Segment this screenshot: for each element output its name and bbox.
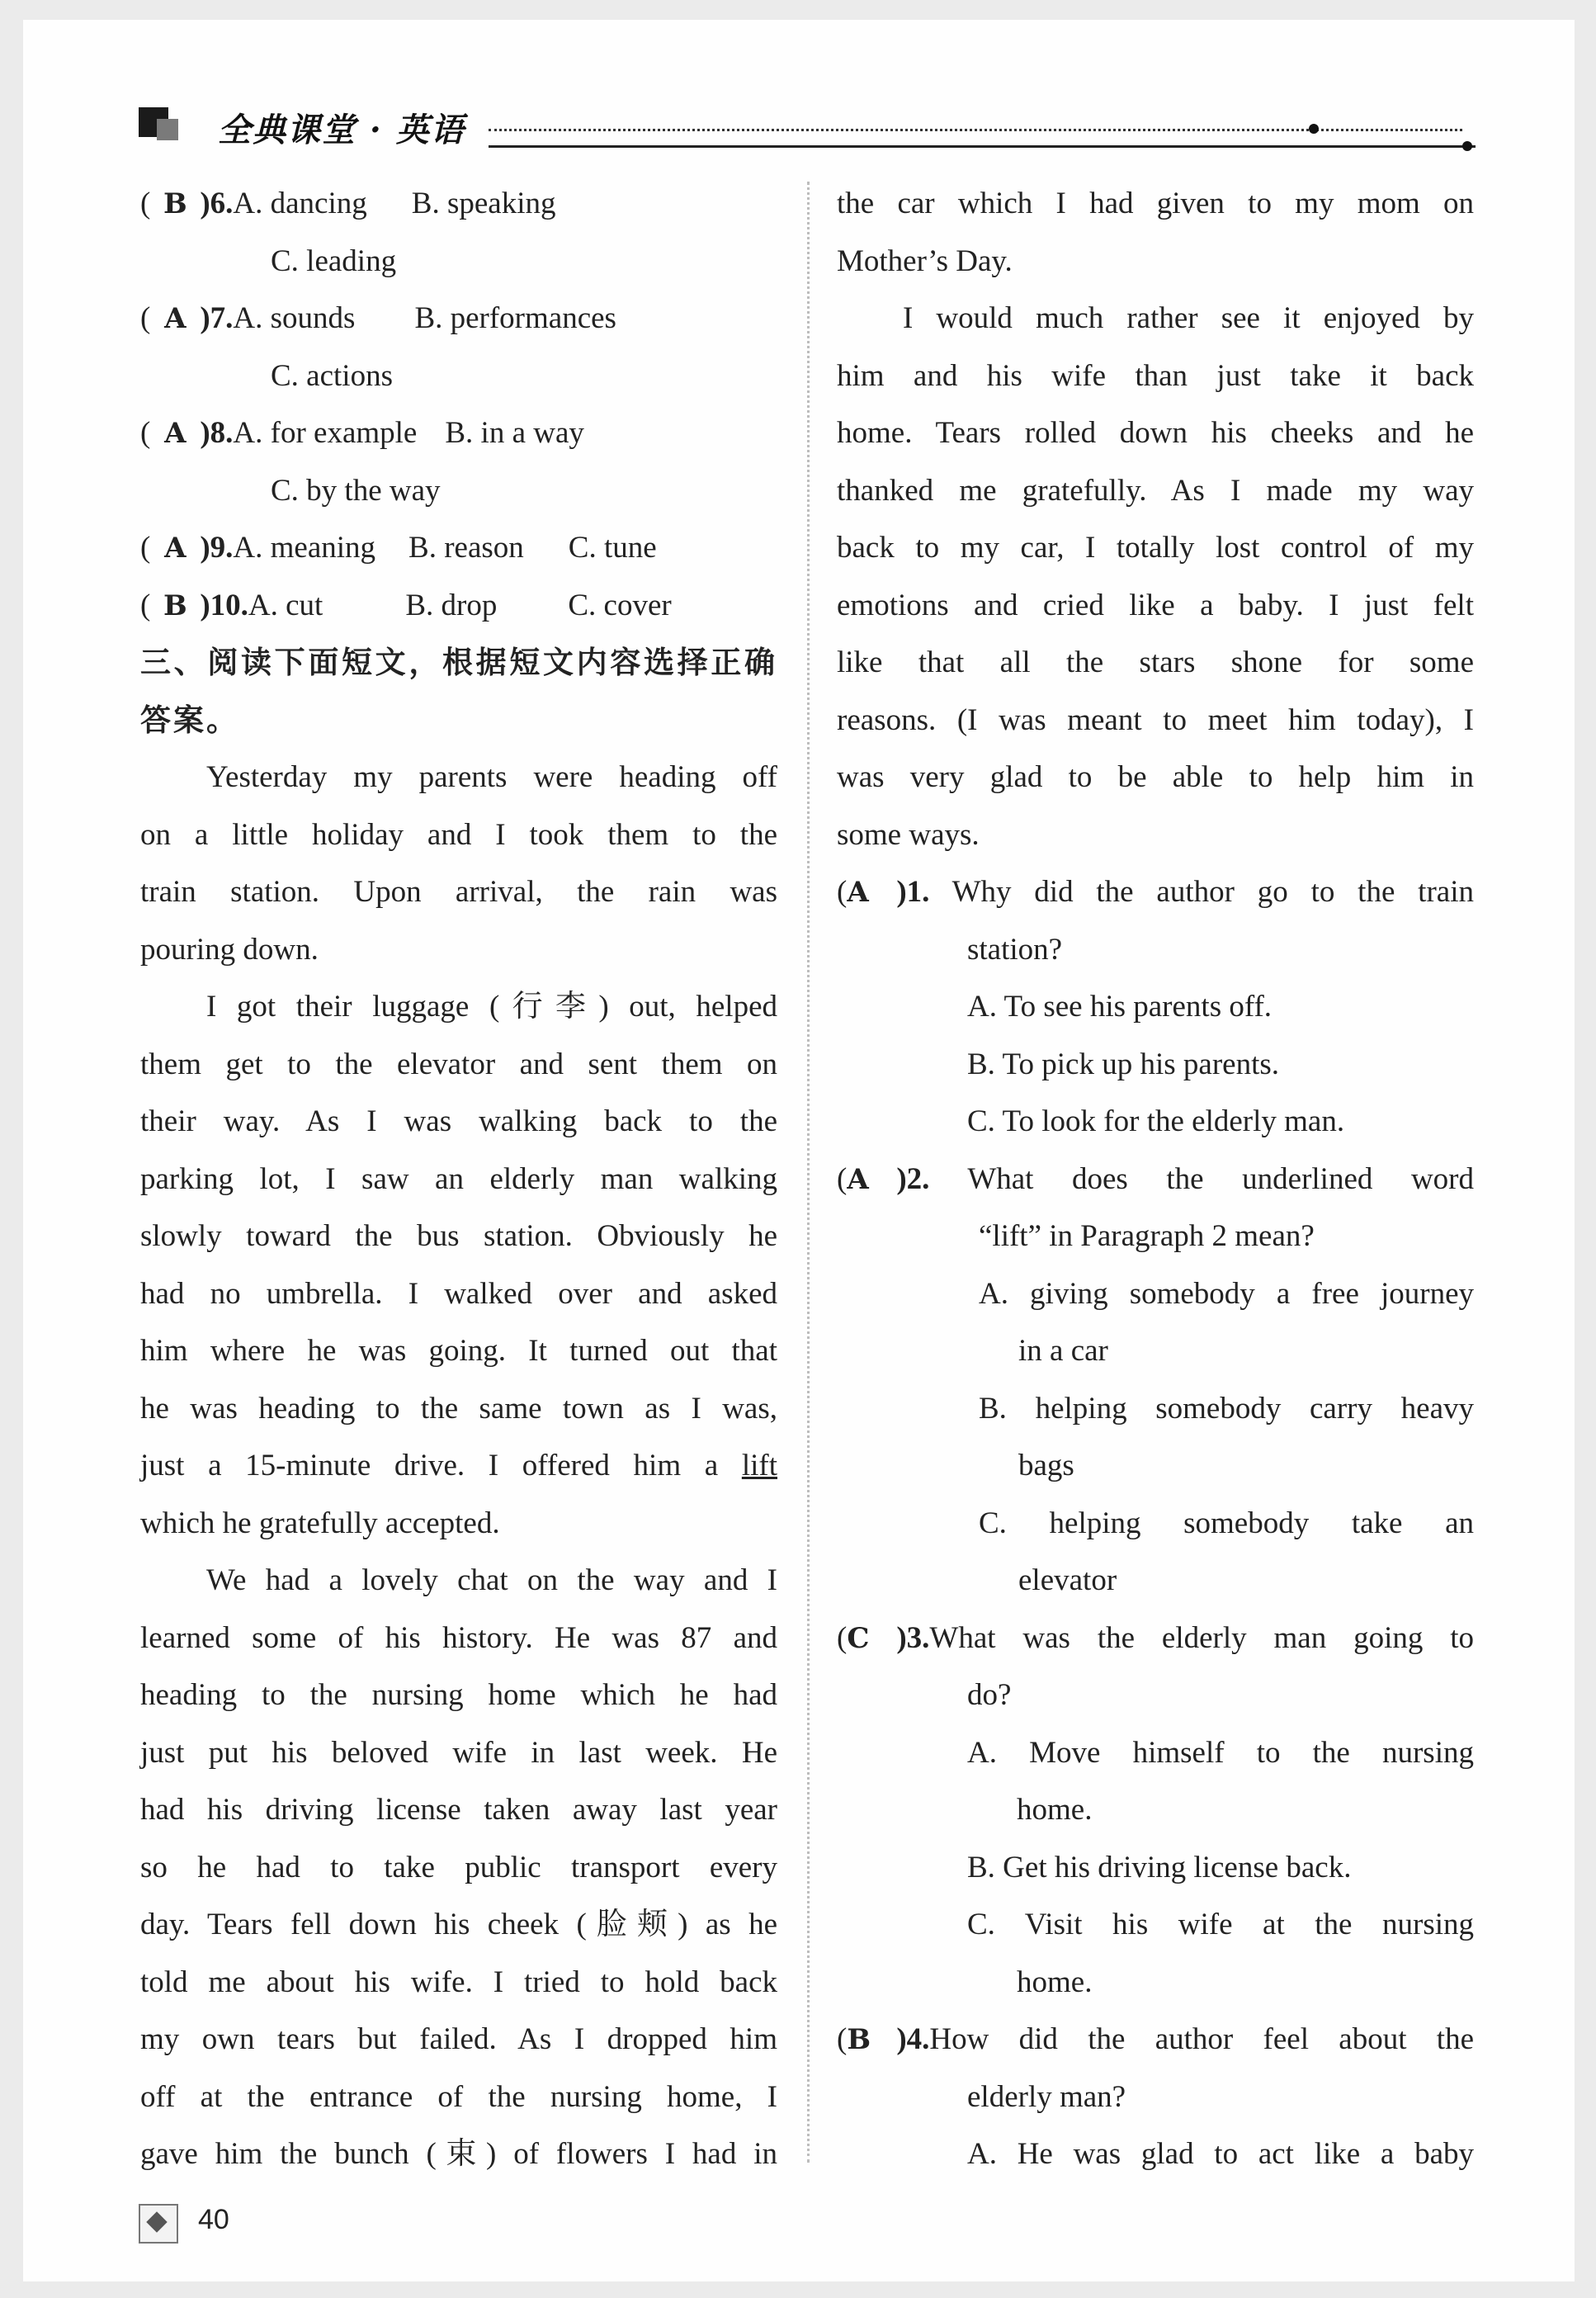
section-title-cont: 答案。: [140, 702, 239, 738]
question-stem-cont: do?: [967, 1678, 1012, 1712]
paren: (: [140, 187, 151, 220]
answer-letter: C: [847, 1621, 870, 1655]
question-number: )8.: [200, 416, 234, 450]
left-column: [140, 175, 777, 2183]
paragraph-line: emotions and cried like a baby. I just felt: [837, 588, 1474, 622]
paragraph-line: them get to the elevator and sent them on: [140, 1047, 777, 1081]
paragraph-line: he was heading to the same town as I was,: [140, 1391, 777, 1426]
paragraph-line: slowly toward the bus station. Obviously he: [140, 1219, 777, 1253]
option-b-cont: bags: [1018, 1449, 1074, 1482]
page-number: 40: [198, 2204, 229, 2235]
paragraph-line: We had a lovely chat on the way and I: [206, 1563, 777, 1597]
option-c: C. Visit his wife at the nursing: [967, 1908, 1474, 1941]
question-6: [140, 175, 777, 233]
question-stem: What does the underlined word: [967, 1161, 1474, 1196]
reading-question-2: (A )2. What does the underlined word: [837, 1151, 1474, 1208]
answer-letter: A: [164, 417, 187, 450]
option-a: A. giving somebody a free journey: [979, 1276, 1474, 1311]
paragraph-line: the car which I had given to my mom on: [837, 187, 1474, 220]
right-column: [837, 175, 1474, 2183]
option-a: A. To see his parents off.: [967, 990, 1273, 1024]
header-dot-icon: [1462, 141, 1472, 151]
option-a: A. Move himself to the nursing: [967, 1735, 1474, 1770]
paragraph-line: had his driving license taken away last year: [140, 1793, 777, 1827]
paragraph-line: [140, 1437, 777, 1495]
option-b: B. drop: [405, 588, 498, 622]
question-number: )4.: [896, 2022, 930, 2056]
answer-letter: A: [847, 1162, 869, 1196]
question-number: )10.: [200, 588, 248, 622]
option-a: A. dancing: [233, 187, 367, 220]
paragraph-line: their way. As I was walking back to the: [140, 1104, 777, 1138]
paragraph-line: just put his beloved wife in last week. He: [140, 1735, 777, 1770]
option-b: B. in a way: [445, 416, 584, 450]
reading-question-4: (B )4.How did the author feel about the: [837, 2011, 1474, 2069]
paragraph-line: like that all the stars shone for some: [837, 645, 1474, 679]
question-number: )9.: [200, 531, 234, 565]
column-divider: [807, 182, 810, 2163]
paragraph-line: pouring down.: [140, 932, 319, 967]
paragraph-line: which he gratefully accepted.: [140, 1506, 500, 1540]
answer-letter: B: [163, 187, 187, 220]
answer-letter: B: [163, 589, 187, 622]
header-solid-rule: [489, 145, 1476, 148]
answer-letter: A: [164, 302, 187, 335]
paren: (: [140, 588, 151, 622]
paren: (: [140, 416, 151, 450]
paragraph-line: had no umbrella. I walked over and asked: [140, 1276, 777, 1311]
paragraph-line: him where he was going. It turned out that: [140, 1334, 777, 1368]
paragraph-line: back to my car, I totally lost control of my: [837, 531, 1474, 565]
paragraph-line: parking lot, I saw an elderly man walking: [140, 1161, 777, 1196]
question-9: [140, 519, 777, 577]
diamond-icon: [139, 2204, 178, 2244]
question-stem: How did the author feel about the: [929, 2022, 1474, 2056]
option-c: C. leading: [271, 244, 397, 278]
option-c: C. actions: [271, 358, 393, 393]
paragraph-line: I would much rather see it enjoyed by: [903, 301, 1474, 335]
option-a-cont: home.: [1017, 1793, 1093, 1827]
brand-title: 全典课堂 · 英语: [218, 111, 465, 149]
option-b: B. Get his driving license back.: [967, 1850, 1352, 1884]
option-c: C. tune: [568, 531, 657, 565]
paragraph-line: my own tears but failed. As I dropped him: [140, 2022, 777, 2056]
option-a: A. He was glad to act like a baby: [967, 2137, 1474, 2171]
paragraph-line: him and his wife than just take it back: [837, 358, 1474, 393]
option-c: C. helping somebody take an: [979, 1506, 1474, 1540]
paragraph-line: on a little holiday and I took them to the: [140, 817, 777, 852]
option-c-cont: home.: [1017, 1965, 1093, 1999]
paren: (: [140, 531, 151, 565]
option-c: C. To look for the elderly man.: [967, 1104, 1345, 1138]
option-b: B. reason: [408, 531, 524, 565]
option-c: C. by the way: [271, 473, 441, 508]
option-a: A. cut: [248, 588, 323, 622]
paragraph-line: Mother’s Day.: [837, 244, 1013, 278]
question-stem: What was the elderly man going to: [929, 1620, 1474, 1655]
reading-question-1: (A )1. Why did the author go to the train: [837, 863, 1474, 921]
logo-square-shadow-icon: [157, 119, 178, 140]
paragraph-line: train station. Upon arrival, the rain was: [140, 875, 777, 909]
paragraph-line: thanked me gratefully. As I made my way: [837, 473, 1474, 508]
option-a: A. for example: [233, 416, 418, 450]
paragraph-line: heading to the nursing home which he had: [140, 1678, 777, 1712]
question-10: [140, 577, 777, 635]
paragraph-line: home. Tears rolled down his cheeks and he: [837, 416, 1474, 450]
page-header: [139, 104, 1476, 154]
question-stem: Why did the author go to the train: [951, 875, 1474, 909]
option-b: B. speaking: [411, 187, 556, 220]
question-8: [140, 404, 777, 462]
option-c-cont: elevator: [1018, 1563, 1117, 1597]
question-stem-cont: “lift” in Paragraph 2 mean?: [979, 1219, 1315, 1253]
question-number: )2.: [896, 1161, 930, 1196]
option-a-cont: in a car: [1018, 1334, 1108, 1368]
question-stem-cont: station?: [967, 932, 1063, 967]
answer-letter: A: [164, 532, 187, 565]
paragraph-line: reasons. (I was meant to meet him today), I: [837, 702, 1474, 737]
paragraph-line: learned some of his history. He was 87 and: [140, 1620, 777, 1655]
underlined-word: lift: [741, 1449, 778, 1482]
question-stem-cont: elderly man?: [967, 2079, 1126, 2114]
option-a: A. sounds: [233, 301, 356, 335]
paragraph-line: Yesterday my parents were heading off: [206, 760, 777, 794]
paragraph-line: told me about his wife. I tried to hold back: [140, 1965, 777, 1999]
line-text: just a 15-minute drive. I offered him a: [140, 1449, 719, 1482]
paragraph-line: day. Tears fell down his cheek (脸颊) as he: [140, 1908, 777, 1941]
answer-letter: B: [847, 2023, 871, 2056]
paragraph-line: off at the entrance of the nursing home, I: [140, 2079, 777, 2114]
paragraph-line: so he had to take public transport every: [140, 1850, 777, 1884]
option-c: C. cover: [568, 588, 672, 622]
option-a: A. meaning: [233, 531, 376, 565]
paragraph-line: some ways.: [837, 817, 980, 852]
paragraph-line: was very glad to be able to help him in: [837, 760, 1474, 794]
question-number: )3.: [896, 1620, 930, 1655]
reading-question-3: (C )3.What was the elderly man going to: [837, 1610, 1474, 1667]
option-b: B. performances: [414, 301, 616, 335]
paragraph-line: I got their luggage (行李) out, helped: [206, 990, 777, 1024]
option-b: B. To pick up his parents.: [967, 1047, 1280, 1081]
paren: (: [140, 301, 151, 335]
question-number: )1.: [896, 875, 930, 909]
header-dot-icon: [1309, 124, 1319, 134]
question-number: )6.: [200, 187, 234, 220]
section-title: 三、阅读下面短文，根据短文内容选择正确: [140, 645, 777, 680]
question-7: [140, 290, 777, 348]
paragraph-line: gave him the bunch (束) of flowers I had in: [140, 2137, 777, 2171]
question-number: )7.: [200, 301, 234, 335]
answer-letter: A: [847, 876, 869, 909]
option-b: B. helping somebody carry heavy: [979, 1391, 1474, 1426]
